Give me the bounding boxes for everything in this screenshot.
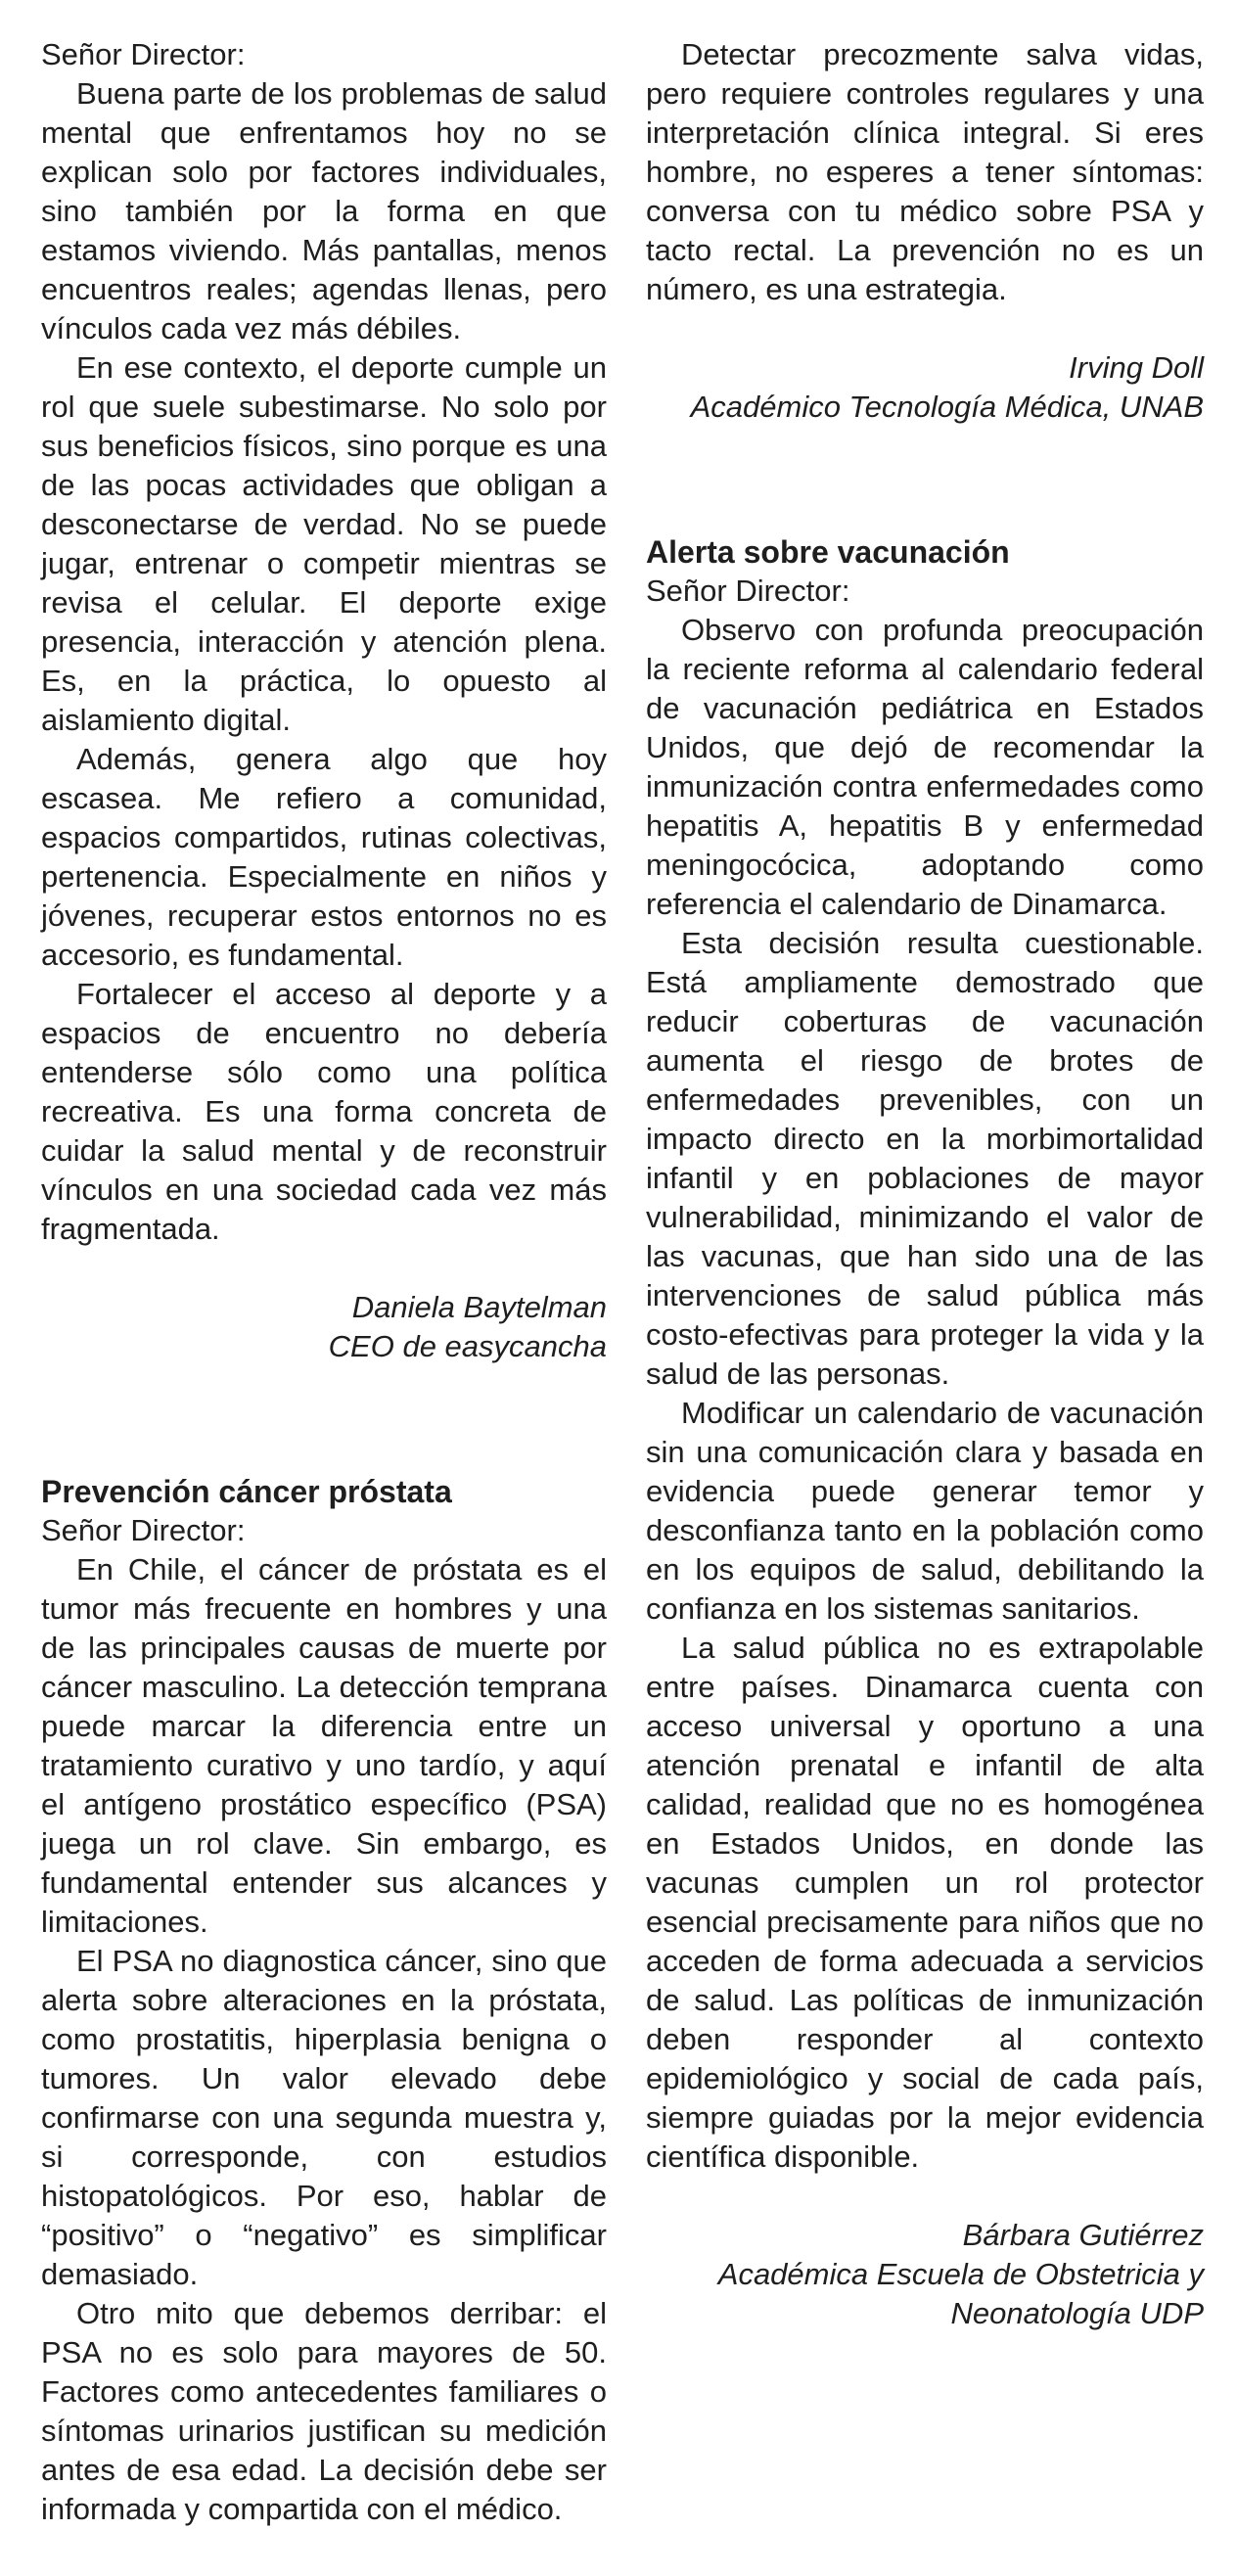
letter1-paragraph-3: Además, genera algo que hoy escasea. Me refiero a comunidad, espacios compartidos, rutinas colectivas, pertenencia. Especialmente en niños y jóvenes, recuperar estos entornos no es accesorio, es fundamental. — [41, 742, 607, 972]
section-spacer — [646, 427, 1204, 532]
letter1-paragraph-2: En ese contexto, el deporte cumple un rol que suele subestimarse. No solo por sus beneficios físicos, sino porque es una de las pocas actividades que obligan a desconectarse de verdad. No se puede jugar, entrenar o competir mientras se revisa el celular. El deporte exige presencia, interacción y atención plena. Es, en la práctica, lo opuesto al aislamiento digital. — [41, 350, 607, 737]
letter2-signature-role: Académico Tecnología Médica, UNAB — [690, 390, 1204, 424]
letter2-signature-name: Irving Doll — [1069, 350, 1204, 385]
letter2-salutation: Señor Director: — [41, 1513, 246, 1547]
letter2-signature — [646, 348, 1204, 427]
letter3-paragraph-4: La salud pública no es extrapolable entre países. Dinamarca cuenta con acceso universal y oportuno a una atención prenatal e infantil de alta calidad, realidad que no es homogénea en Estados Unidos, en donde las vacunas cumplen un rol protector esencial precisamente para niños que no acceden de forma adecuada a servicios de salud. Las políticas de inmunización deben responder al contexto epidemiológico y social de cada país, siempre guiadas por la mejor evidencia científica disponible. — [646, 1631, 1204, 2174]
letter2-paragraph-4: Detectar precozmente salva vidas, pero requiere controles regulares y una interpretación clínica integral. Si eres hombre, no esperes a tener síntomas: conversa con tu médico sobre PSA y tacto rectal. La prevención no es un número, es una estrategia. — [646, 37, 1204, 306]
letter3-salutation: Señor Director: — [646, 574, 850, 608]
left-column — [41, 35, 607, 2529]
letter3-paragraph-1: Observo con profunda preocupación la reciente reforma al calendario federal de vacunación pediátrica en Estados Unidos, que dejó de recomendar la inmunización contra enfermedades como hepatitis A, hepatitis B y enfermedad meningocócica, adoptando como referencia el calendario de Dinamarca. — [646, 613, 1204, 921]
letter1-paragraph-1: Buena parte de los problemas de salud mental que enfrentamos hoy no se explican solo por factores individuales, sino también por la forma en que estamos viviendo. Más pantallas, menos encuentros reales; agendas llenas, pero vínculos cada vez más débiles. — [41, 76, 607, 345]
letter2-paragraph-3: Otro mito que debemos derribar: el PSA no es solo para mayores de 50. Factores como antecedentes familiares o síntomas urinarios justifican su medición antes de esa edad. La decisión debe ser informada y compartida con el médico. — [41, 2296, 607, 2526]
section-spacer — [41, 1366, 607, 1472]
letter2-headline: Prevención cáncer próstata — [41, 1474, 452, 1509]
letter3-paragraph-3: Modificar un calendario de vacunación sin una comunicación clara y basada en evidencia puede generar temor y desconfianza tanto en la población como en los equipos de salud, debilitando la confianza en los sistemas sanitarios. — [646, 1396, 1204, 1626]
letter3-signature — [646, 2216, 1204, 2333]
letter1-signature-name: Daniela Baytelman — [351, 1290, 607, 1324]
letter2-paragraph-2: El PSA no diagnostica cáncer, sino que alerta sobre alteraciones en la próstata, como prostatitis, hiperplasia benigna o tumores. Un valor elevado debe confirmarse con una segunda muestra y, si corresponde, con estudios histopatológicos. Por eso, hablar de “positivo” o “negativo” es simplificar demasiado. — [41, 1944, 607, 2291]
letter1-signature — [41, 1288, 607, 1366]
letter3-signature-role-line1: Académica Escuela de Obstetricia y — [717, 2257, 1204, 2291]
letter3-headline: Alerta sobre vacunación — [646, 534, 1010, 570]
letter1-salutation: Señor Director: — [41, 37, 246, 71]
letter1-paragraph-4: Fortalecer el acceso al deporte y a espacios de encuentro no debería entenderse sólo como una política recreativa. Es una forma concreta de cuidar la salud mental y de reconstruir vínculos en una sociedad cada vez más fragmentada. — [41, 977, 607, 1246]
letter3-signature-role-line2: Neonatología UDP — [950, 2296, 1204, 2330]
letter3-signature-name: Bárbara Gutiérrez — [962, 2218, 1204, 2252]
letter1-signature-role: CEO de easycancha — [328, 1329, 607, 1363]
letter3-paragraph-2: Esta decisión resulta cuestionable. Está ampliamente demostrado que reducir coberturas de vacunación aumenta el riesgo de brotes de enfermedades prevenibles, con un impacto directo en la morbimortalidad infantil y en poblaciones de mayor vulnerabilidad, minimizando el valor de las vacunas, que han sido una de las intervenciones de salud pública más costo-efectivas para proteger la vida y la salud de las personas. — [646, 926, 1204, 1391]
letter2-paragraph-1: En Chile, el cáncer de próstata es el tumor más frecuente en hombres y una de las principales causas de muerte por cáncer masculino. La detección temprana puede marcar la diferencia entre un tratamiento curativo y uno tardío, y aquí el antígeno prostático específico (PSA) juega un rol clave. Sin embargo, es fundamental entender sus alcances y limitaciones. — [41, 1552, 607, 1939]
right-column — [646, 35, 1204, 2333]
